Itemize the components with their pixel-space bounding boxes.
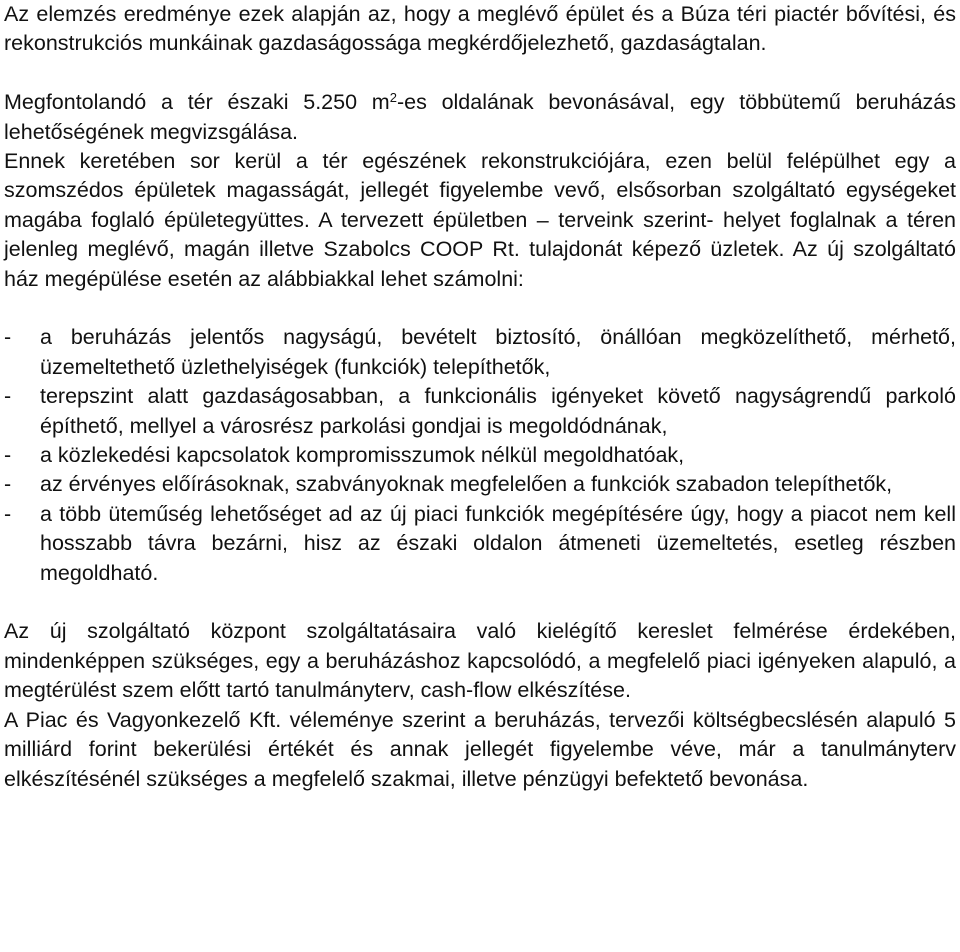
dash-marker: - [4,472,12,497]
benefits-list [4,323,956,588]
paragraph-company-opinion: A Piac és Vagyonkezelő Kft. véleménye szerint a beruházás, tervezői költségbecslésén alapuló 5 milliárd forint bekerülési értékét és annak jellegét figyelembe véve, már a tanulmányterv elkészítésénél szükséges a megfelelő szakmai, illetve pénzügyi befektető bevonása. [4,707,956,791]
list-item [4,500,956,588]
paragraph-demand-survey: Az új szolgáltató központ szolgáltatásaira való kielégítő kereslet felmérése érdekében, mindenképpen szükséges, egy a beruházáshoz kapcsolódó, a megfelelő piaci igényeken alapuló, a megtérülést szem előtt tartó tanulmányterv, cash-flow elkészítése. [4,619,956,703]
dash-marker: - [4,325,12,350]
list-item [4,470,956,499]
dash-marker: - [4,443,12,468]
dash-marker: - [4,501,12,526]
paragraph-reconstruction: Ennek keretében sor kerül a tér egészének rekonstrukciójára, ezen belül felépülhet egy a szomszédos épületek magasságát, jellegét figyelembe vevő, elsősorban szolgáltató egységeket magába foglaló épületegyüttes. A tervezett épületben – terveink szerint- helyet foglalnak a téren jelenleg meglévő, magán illetve Szabolcs COOP Rt. tulajdonát képező üzletek. Az új szolgáltató ház megépülése esetén az alábbiakkal lehet számolni: [4,149,956,291]
list-item [4,323,956,382]
blank-line [4,588,956,617]
list-item-text: a több üteműség lehetőséget ad az új piaci funkciók megépítésére úgy, hogy a piacot nem kell hosszabb távra bezárni, hisz az északi oldalon átmeneti üzemeltetés, esetleg részben megoldható. [40,501,956,585]
blank-line [4,59,956,88]
list-item-text: az érvényes előírásoknak, szabványoknak megfelelően a funkciók szabadon telepíthetők, [40,472,893,497]
list-item-text: a beruházás jelentős nagyságú, bevételt biztosító, önállóan megközelíthető, mérhető, üzemeltethető üzlethelyiségek (funkciók) telepíthetők, [40,325,956,379]
paragraph-north-side-text-a: Megfontolandó a tér északi 5.250 m [4,90,390,115]
list-item-text: a közlekedési kapcsolatok kompromisszumok nélkül megoldhatóak, [40,443,685,468]
dash-marker: - [4,384,12,409]
superscript-2: 2 [389,90,397,106]
paragraph-north-side [4,88,956,147]
list-item [4,441,956,470]
paragraph-north-side-text-b: -es oldalának bevonásával, egy többütemű beruházás lehetőségének megvizsgálása. [4,90,956,144]
list-item-text: terepszint alatt gazdaságosabban, a funkcionális igényeket követő nagyságrendű parkoló építhető, mellyel a városrész parkolási gondjai is megoldódnának, [40,384,956,438]
paragraph-analysis-result: Az elemzés eredménye ezek alapján az, hogy a meglévő épület és a Búza téri piactér bővítési, és rekonstrukciós munkáinak gazdaságossága megkérdőjelezhető, gazdaságtalan. [4,2,956,56]
document-page [4,0,956,794]
blank-line [4,294,956,323]
list-item [4,382,956,441]
